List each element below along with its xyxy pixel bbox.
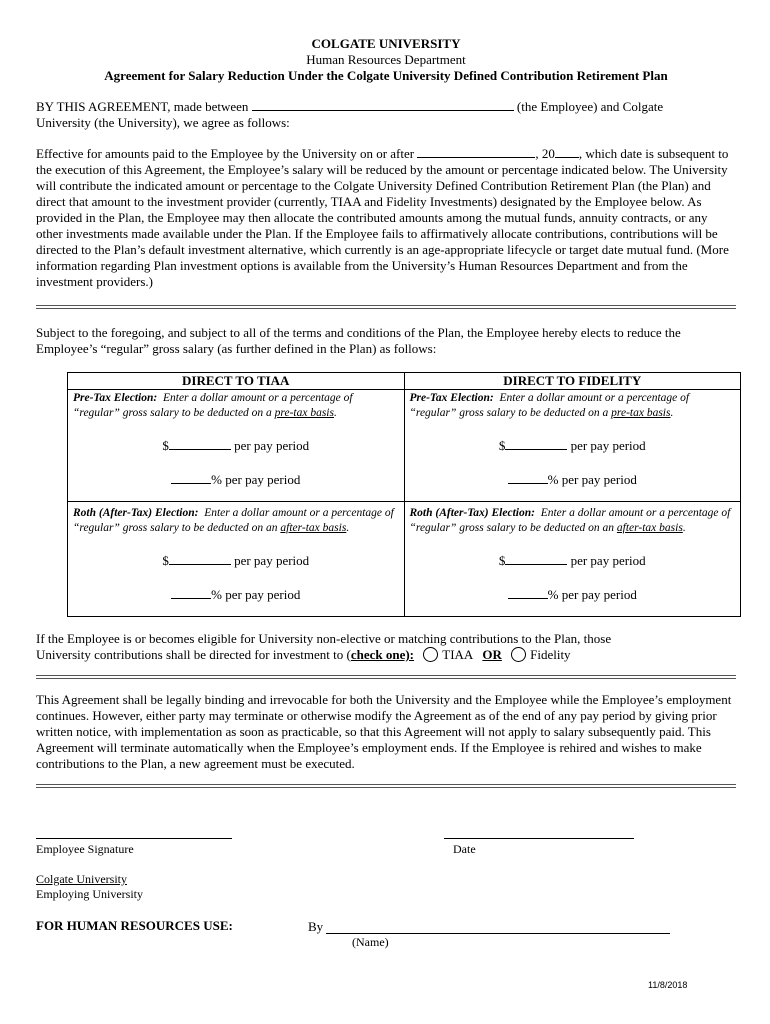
effective-suffix: , which date is: [578, 146, 654, 161]
employee-signature-line[interactable]: [36, 838, 232, 839]
tiaa-pretax-dollar-field[interactable]: [169, 437, 231, 450]
effective-paragraph: [36, 145, 736, 290]
effective-year-prefix: , 20: [535, 146, 555, 161]
university-block: [36, 872, 143, 902]
binding-paragraph: This Agreement shall be legally binding and irrevocable for both the University and the Employee while the Employee’s employment continues. However, either party may terminate or otherwise modify the Agreement as of the end of any pay period by giving prior written notice, with implementation as soon as practicable, so that this Agreement will not apply to salary subsequently paid. This Agreement will terminate automatically when the Employee’s employment ends. If the Employee is rehired and wishes to make contributions to the Plan, a new agreement must be executed.: [36, 692, 732, 771]
tiaa-roth-dollar-field[interactable]: [169, 552, 231, 565]
fidelity-option-label: Fidelity: [530, 647, 571, 662]
fidelity-radio[interactable]: [511, 647, 526, 662]
matching-line1: If the Employee is or becomes eligible for University non-elective or matching contributions to the Plan, those: [36, 631, 612, 646]
tiaa-roth-dollar: $ per pay period: [162, 553, 310, 568]
colgate-university-text: Colgate University: [36, 872, 127, 886]
tiaa-option-label: TIAA: [442, 647, 473, 662]
employee-name-field[interactable]: [252, 98, 514, 111]
fidelity-pretax-percent-field[interactable]: [508, 471, 548, 484]
effective-year-field[interactable]: [555, 145, 579, 158]
intro-prefix: BY THIS AGREEMENT, made between: [36, 99, 249, 114]
section-divider-3: [36, 784, 736, 788]
fidelity-roth-cell: [404, 502, 741, 617]
subject-paragraph: Subject to the foregoing, and subject to all of the terms and conditions of the Plan, the Employee hereby elects to reduce the Employee’s “regular” gross salary (as further defined in the Plan) as follows:: [36, 325, 681, 356]
fidelity-header: DIRECT TO FIDELITY: [405, 373, 741, 390]
tiaa-header: DIRECT TO TIAA: [68, 373, 404, 390]
effective-date-field[interactable]: [417, 145, 535, 158]
tiaa-pretax-instructions: Pre-Tax Election: Enter a dollar amount or a percentage of “regular” gross salary to be deducted on a pre-tax basis.: [73, 392, 353, 419]
tiaa-pretax-dollar: $ per pay period: [162, 438, 310, 453]
tiaa-radio[interactable]: [423, 647, 438, 662]
tiaa-roth-percent-field[interactable]: [171, 586, 211, 599]
section-divider: [36, 305, 736, 309]
intro-paragraph: [36, 98, 736, 131]
by-label: By: [308, 919, 324, 934]
hr-name-line[interactable]: [326, 933, 670, 934]
employing-university-text: Employing University: [36, 887, 143, 901]
fidelity-roth-percent-field[interactable]: [508, 586, 548, 599]
name-label: (Name): [352, 935, 389, 949]
date-line[interactable]: [444, 838, 634, 839]
matching-line2: University contributions shall be directed for investment to (: [36, 647, 351, 662]
check-one-label: check one):: [350, 647, 415, 662]
intro-suffix: (the Employee) and Colgate: [516, 99, 664, 114]
tiaa-roth-instructions: Roth (After-Tax) Election: Enter a dollar amount or a percentage of “regular” gross salary to be deducted on an after-tax basis.: [73, 507, 394, 534]
date-label: Date: [453, 842, 476, 856]
revision-date: 11/8/2018: [648, 980, 688, 990]
fidelity-roth-dollar-field[interactable]: [505, 552, 567, 565]
section-divider-2: [36, 675, 736, 679]
tiaa-roth-percent: % per pay period: [68, 586, 404, 603]
tiaa-roth-cell: [68, 502, 405, 617]
agreement-page: [36, 32, 736, 788]
or-label: OR: [482, 647, 502, 662]
fidelity-pretax-instructions: Pre-Tax Election: Enter a dollar amount or a percentage of “regular” gross salary to be deducted on a pre-tax basis.: [409, 392, 690, 419]
fidelity-pretax-dollar-field[interactable]: [505, 437, 567, 450]
fidelity-pretax-dollar: $ per pay period: [498, 438, 646, 453]
effective-body: subsequent to the execution of this Agreement, the Employee’s salary will be reduced by the amount or percentage indicated below. The University will contribute the indicated amount or percentage to the Colgate University Defined Contribution Retirement Plan (the Plan) and direct that amount to the investment provider (currently, TIAA and Fidelity Investments) designated by the Employee below. As provided in the Plan, the Employee may then allocate the contributed amounts among the mutual funds, annuity contracts, or any other investments made available under the Plan. If the Employee fails to affirmatively allocate contributions, contributions will be directed to the Plan’s default investment alternative, which currently is an age-appropriate lifecycle or target date mutual fund. (More information regarding Plan investment options is available from the University’s Human Resources Department and from the investment providers.): [36, 146, 729, 289]
fidelity-pretax-percent: % per pay period: [405, 471, 741, 488]
tiaa-pretax-cell: [68, 373, 405, 502]
tiaa-pretax-percent: % per pay period: [68, 471, 404, 488]
election-table: [67, 372, 741, 617]
matching-paragraph: [36, 631, 736, 663]
university-name: COLGATE UNIVERSITY: [311, 36, 461, 51]
tiaa-pretax-percent-field[interactable]: [171, 471, 211, 484]
effective-prefix: Effective for amounts paid to the Employee by the University on or after: [36, 146, 415, 161]
fidelity-roth-dollar: $ per pay period: [498, 553, 646, 568]
hr-use-label: FOR HUMAN RESOURCES USE:: [36, 918, 233, 933]
department-name: Human Resources Department: [306, 52, 466, 67]
fidelity-roth-instructions: Roth (After-Tax) Election: Enter a dollar amount or a percentage of “regular” gross salary to be deducted on an after-tax basis.: [409, 507, 731, 534]
fidelity-roth-percent: % per pay period: [405, 586, 741, 603]
employee-signature-label: Employee Signature: [36, 842, 134, 856]
fidelity-pretax-cell: [404, 373, 741, 502]
document-title: Agreement for Salary Reduction Under the Colgate University Defined Contribution Retirement Plan: [104, 68, 668, 83]
intro-line2: University (the University), we agree as follows:: [36, 115, 290, 130]
